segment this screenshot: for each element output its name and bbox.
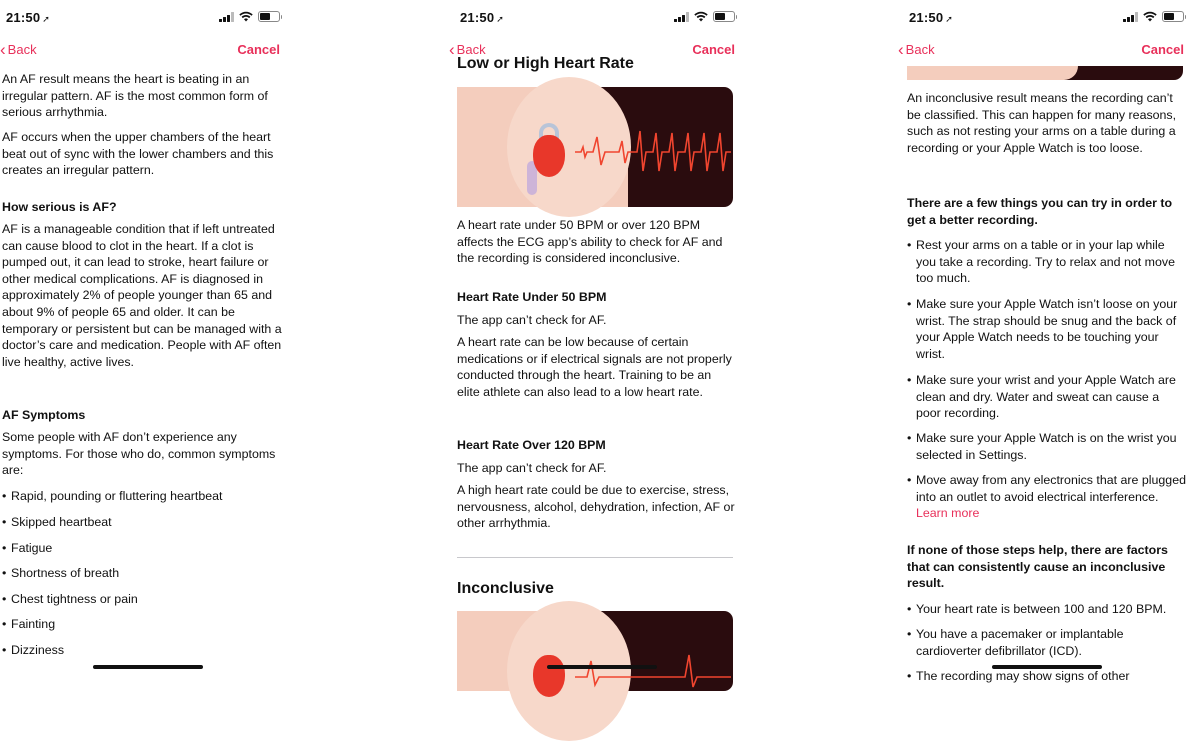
- af-symptoms-heading: AF Symptoms: [2, 408, 86, 422]
- status-time: 21:50 ➚: [909, 10, 953, 25]
- af-serious-paragraph: AF is a manageable condition that if left untreated can cause blood to clot in the heart. If a clot is pumped out, it can lead to stroke, heart failure or other medical complications. AF is diagnosed in approximately 2% of people younger than 65 and about 9% of people 65 and older. It can be temporary or persistent but can be managed with a doctor’s care and medication. People with AF often live healthy, active lives.: [2, 222, 282, 369]
- tip-item: • Move away from any electronics that are plugged into an outlet to avoid electrical interference. Learn more: [907, 472, 1187, 522]
- status-bar: [0, 0, 296, 34]
- under-50-paragraph: A heart rate can be low because of certain medications or if electrical signals are not properly conducted through the heart. Training to be an elite athlete can also lead to a low heart rate.: [457, 335, 732, 399]
- wifi-icon: [694, 12, 708, 22]
- chevron-left-icon: ‹: [449, 40, 455, 59]
- tip-item: • Rest your arms on a table or in your lap while you take a recording. Try to relax and not move too much.: [907, 237, 1187, 287]
- ecg-waveform-icon: [575, 127, 731, 177]
- back-label: Back: [905, 42, 935, 57]
- battery-icon: [258, 11, 280, 22]
- home-indicator[interactable]: [93, 665, 203, 669]
- learn-more-link[interactable]: Learn more: [916, 506, 980, 521]
- back-button[interactable]: [898, 42, 935, 57]
- status-time: 21:50 ➚: [460, 10, 504, 25]
- back-button[interactable]: [449, 42, 486, 57]
- wifi-icon: [239, 12, 253, 22]
- under-50-summary: The app can’t check for AF.: [457, 313, 607, 327]
- navigation-bar: [449, 34, 745, 66]
- system-indicators: [219, 11, 280, 22]
- factor-item: • The recording may show signs of other: [907, 668, 1187, 685]
- heart-icon: [533, 135, 565, 177]
- status-bar: [449, 0, 745, 34]
- inconclusive-illustration: [907, 66, 1183, 80]
- symptom-item: • Fatigue: [2, 540, 284, 557]
- tip-item: • Make sure your wrist and your Apple Watch are clean and dry. Water and sweat can cause a poor recording.: [907, 372, 1187, 422]
- symptom-item: • Chest tightness or pain: [2, 591, 284, 608]
- home-indicator[interactable]: [547, 665, 657, 669]
- inconclusive-illustration: [457, 611, 733, 691]
- wifi-icon: [1143, 12, 1157, 22]
- symptom-item: • Fainting: [2, 616, 284, 633]
- home-indicator[interactable]: [992, 665, 1102, 669]
- heart-icon: [533, 655, 565, 697]
- scroll-content[interactable]: [2, 66, 284, 675]
- signal-icon: [219, 12, 234, 22]
- screen-heart-rate: [449, 0, 745, 675]
- how-serious-heading: How serious is AF?: [2, 200, 117, 214]
- location-arrow-icon: ➚: [945, 14, 953, 24]
- factor-item: • Your heart rate is between 100 and 120 BPM.: [907, 601, 1187, 618]
- scroll-content[interactable]: [457, 56, 737, 675]
- scroll-content[interactable]: [907, 66, 1187, 683]
- system-indicators: [1123, 11, 1184, 22]
- inconclusive-paragraph: An inconclusive result means the recording can’t be classified. This can happen for many reasons, such as not resting your arms on a table during a recording or your Apple Watch is too loose.: [907, 91, 1177, 155]
- chevron-left-icon: ‹: [898, 40, 904, 59]
- chevron-left-icon: ‹: [0, 40, 6, 59]
- over-120-heading: Heart Rate Over 120 BPM: [457, 438, 606, 452]
- navigation-bar: [898, 34, 1200, 66]
- status-bar: [898, 0, 1200, 34]
- af-result-paragraph: An AF result means the heart is beating in an irregular pattern. AF is the most common form of serious arrhythmia.: [2, 72, 268, 120]
- back-label: Back: [7, 42, 37, 57]
- tips-heading: There are a few things you can try in order to get a better recording.: [907, 196, 1173, 227]
- status-time: 21:50 ➚: [6, 10, 50, 25]
- under-50-heading: Heart Rate Under 50 BPM: [457, 290, 607, 304]
- factor-item: • You have a pacemaker or implantable cardioverter defibrillator (ICD).: [907, 626, 1187, 659]
- back-label: Back: [456, 42, 486, 57]
- screen-af-result: [0, 0, 296, 675]
- section-divider: [457, 557, 733, 558]
- symptom-item: • Skipped heartbeat: [2, 514, 284, 531]
- symptoms-intro-paragraph: Some people with AF don’t experience any symptoms. For those who do, common symptoms are:: [2, 430, 276, 478]
- battery-icon: [1162, 11, 1184, 22]
- cancel-button[interactable]: Cancel: [692, 42, 735, 57]
- heart-rate-illustration: [457, 87, 733, 207]
- over-120-paragraph: A high heart rate could be due to exercise, stress, nervousness, alcohol, dehydration, infection, AF or other arrhythmia.: [457, 483, 735, 531]
- symptom-item: • Shortness of breath: [2, 565, 284, 582]
- af-occurs-paragraph: AF occurs when the upper chambers of the heart beat out of sync with the lower chambers and this creates an irregular pattern.: [2, 130, 274, 178]
- tip-item: • Make sure your Apple Watch isn’t loose on your wrist. The strap should be snug and the back of your Apple Watch needs to be touching your wrist.: [907, 296, 1187, 362]
- battery-icon: [713, 11, 735, 22]
- section-title-inconclusive: Inconclusive: [457, 580, 554, 597]
- navigation-bar: [0, 34, 296, 66]
- signal-icon: [1123, 12, 1138, 22]
- signal-icon: [674, 12, 689, 22]
- cancel-button[interactable]: Cancel: [1141, 42, 1184, 57]
- screen-inconclusive: [898, 0, 1200, 683]
- tip-item: • Make sure your Apple Watch is on the wrist you selected in Settings.: [907, 430, 1187, 463]
- low-high-paragraph: A heart rate under 50 BPM or over 120 BPM affects the ECG app’s ability to check for AF and the recording is considered inconclusive.: [457, 218, 723, 266]
- cancel-button[interactable]: Cancel: [237, 42, 280, 57]
- system-indicators: [674, 11, 735, 22]
- over-120-summary: The app can’t check for AF.: [457, 461, 607, 475]
- symptom-item: • Dizziness: [2, 642, 284, 659]
- location-arrow-icon: ➚: [42, 14, 50, 24]
- back-button[interactable]: [0, 42, 37, 57]
- section-title-low-high: Low or High Heart Rate: [457, 55, 634, 72]
- factors-heading: If none of those steps help, there are factors that can consistently cause an inconclusive result.: [907, 543, 1168, 591]
- location-arrow-icon: ➚: [496, 14, 504, 24]
- symptom-item: • Rapid, pounding or fluttering heartbeat: [2, 488, 284, 505]
